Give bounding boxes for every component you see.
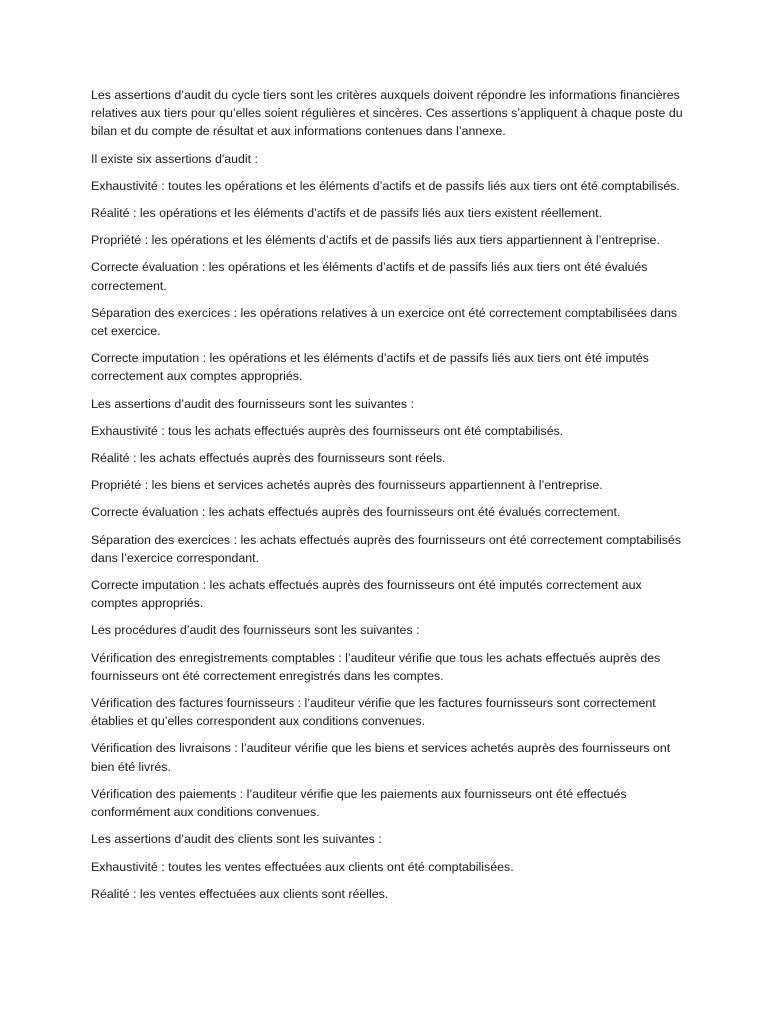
fournisseurs-correcte-imputation: Correcte imputation : les achats effectués auprès des fournisseurs ont été imputés correctement aux comptes appropriés. — [91, 578, 642, 611]
clients-exhaustivite: Exhaustivité : toutes les ventes effectuées aux clients ont été comptabilisées. — [91, 859, 514, 874]
fournisseurs-assertions-heading: Les assertions d’audit des fournisseurs sont les suivantes : — [91, 396, 415, 411]
fournisseurs-procedures-heading: Les procédures d’audit des fournisseurs sont les suivantes : — [91, 623, 420, 638]
procedure-livraisons: Vérification des livraisons : l’auditeur vérifie que les biens et services achetés auprès des fournisseurs ont bien été livrés. — [91, 741, 671, 774]
clients-realite: Réalité : les ventes effectuées aux clients sont réelles. — [91, 886, 389, 901]
assertion-exhaustivite: Exhaustivité : toutes les opérations et les éléments d’actifs et de passifs liés aux tiers ont été comptabilisés. — [91, 178, 680, 193]
assertion-correcte-imputation: Correcte imputation : les opérations et les éléments d’actifs et de passifs liés aux tiers ont été imputés correctement aux comptes appropriés. — [91, 351, 649, 384]
clients-assertions-heading: Les assertions d’audit des clients sont les suivantes : — [91, 832, 382, 847]
fournisseurs-correcte-evaluation: Correcte évaluation : les achats effectués auprès des fournisseurs ont été évalués correctement. — [91, 505, 621, 520]
assertion-propriete: Propriété : les opérations et les éléments d’actifs et de passifs liés aux tiers appartiennent à l’entreprise. — [91, 233, 660, 248]
document-page — [91, 86, 687, 912]
fournisseurs-separation-exercices: Séparation des exercices : les achats effectués auprès des fournisseurs ont été correctement comptabilisés dans l’exercice correspondant. — [91, 532, 682, 565]
assertion-correcte-evaluation: Correcte évaluation : les opérations et les éléments d’actifs et de passifs liés aux tiers ont été évalués correctement. — [91, 260, 648, 293]
assertion-realite: Réalité : les opérations et les éléments d’actifs et de passifs liés aux tiers existent réellement. — [91, 206, 603, 221]
fournisseurs-exhaustivite: Exhaustivité : tous les achats effectués auprès des fournisseurs ont été comptabilisés. — [91, 423, 564, 438]
assertion-separation-exercices: Séparation des exercices : les opérations relatives à un exercice ont été correctement comptabilisées dans cet exercice. — [91, 305, 678, 339]
six-assertions-heading: Il existe six assertions d'audit : — [91, 151, 258, 166]
intro-paragraph: Les assertions d’audit du cycle tiers sont les critères auxquels doivent répondre les informations financières relatives aux tiers pour qu’elles soient régulières et sincères. Ces assertions s’appliquent à chaque poste du bilan et du compte de résultat et aux informations contenues dans l’annexe. — [91, 88, 683, 139]
procedure-factures: Vérification des factures fournisseurs : l’auditeur vérifie que les factures fournisseurs sont correctement établies et qu’elles correspondent aux conditions convenues. — [91, 696, 656, 729]
fournisseurs-realite: Réalité : les achats effectués auprès des fournisseurs sont réels. — [91, 451, 446, 466]
fournisseurs-propriete: Propriété : les biens et services achetés auprès des fournisseurs appartiennent à l’entreprise. — [91, 478, 603, 493]
procedure-enregistrements: Vérification des enregistrements comptables : l’auditeur vérifie que tous les achats effectués auprès des fournisseurs ont été correctement enregistrés dans les comptes. — [91, 650, 661, 683]
procedure-paiements: Vérification des paiements : l’auditeur vérifie que les paiements aux fournisseurs ont été effectués conformément aux conditions convenues. — [91, 786, 627, 820]
